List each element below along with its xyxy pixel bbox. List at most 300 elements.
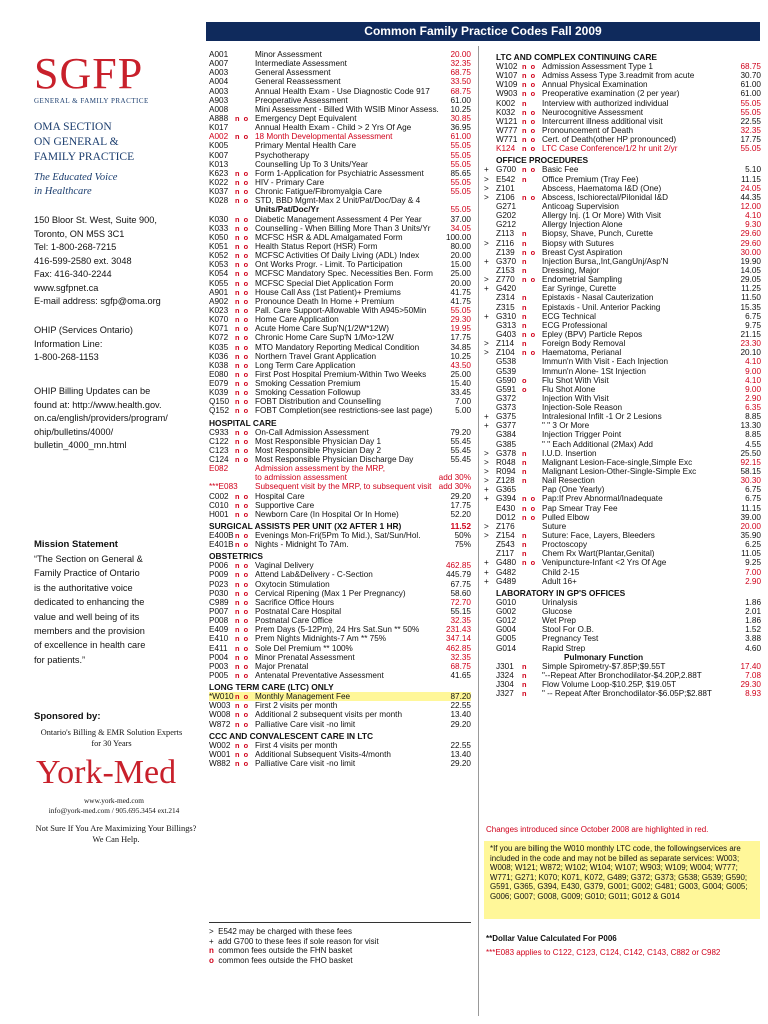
basket-flags: n o	[235, 758, 250, 768]
code-row	[484, 357, 761, 366]
code-row	[484, 458, 761, 467]
code-description: Supportive Care	[255, 500, 315, 510]
code-description: Nights - Midnight To 7Am.	[255, 540, 349, 550]
billing-note: *If you are billing the W010 monthly LTC code, the followingservices are included in the code and may not be billed as separate services: W003; W008; W121; W872; W102; W104; W107; W903; W109; W004; W777; W771; G271; K070; K071, K072, G489; G372; G373; G538; G539; G590; G591, G365, G394, E430, G379, G001; G002; G481; G003, G004; G005; G006; G007; G008, G009; G010; G011; G012 & G014	[490, 844, 748, 901]
code-row	[484, 348, 761, 357]
fee-code: K072	[209, 333, 229, 343]
legend-item	[209, 937, 471, 947]
fee-code: P030	[209, 588, 229, 598]
code-description: Adult 16+	[542, 576, 577, 586]
fee-code: P008	[209, 616, 229, 626]
fee-amount: 85.65	[450, 168, 471, 178]
section-header	[209, 680, 471, 692]
code-row	[209, 741, 471, 750]
code-prefix: >	[484, 531, 489, 541]
fee-code: G539	[496, 366, 517, 376]
fee-amount: 7.00	[745, 567, 761, 577]
basket-flags: n o	[522, 135, 537, 145]
section-fee: 11.52	[450, 521, 471, 532]
code-description: Additional Subsequent Visits-4/month	[255, 749, 391, 759]
fee-amount: 25.00	[450, 369, 471, 379]
basket-flags: n o	[235, 570, 250, 580]
code-description: Immun'n Alone- 1St Injection	[542, 366, 646, 376]
code-description: Ont Works Progr. - Limit. To Participation	[255, 260, 403, 270]
code-row	[484, 607, 761, 616]
code-description: Monthly Management Fee	[255, 692, 351, 702]
code-prefix: +	[484, 165, 489, 175]
fee-code: P003	[209, 661, 229, 671]
fee-amount: 1.86	[745, 616, 761, 626]
code-row	[209, 388, 471, 397]
fee-amount: 462.85	[445, 561, 471, 571]
basket-flags: n o	[235, 287, 250, 297]
basket-flags: n o	[235, 360, 250, 370]
code-description: Simple Spirometry-$7.85P;$9.55T	[542, 661, 666, 671]
code-row	[209, 750, 471, 759]
code-row	[209, 242, 471, 251]
fee-amount: 55.05	[450, 305, 471, 315]
fee-code: G370	[496, 256, 517, 266]
basket-flags: n o	[522, 247, 537, 257]
code-prefix: +	[484, 485, 489, 495]
code-description: Injection Trigger Point	[542, 430, 622, 440]
basket-flags: n o	[235, 251, 250, 261]
code-prefix: >	[484, 192, 489, 202]
code-prefix: >	[484, 467, 489, 477]
fee-amount: 32.35	[450, 652, 471, 662]
code-row	[484, 239, 761, 248]
basket-flags: n	[522, 293, 528, 303]
fee-amount: 55.05	[450, 150, 471, 160]
basket-flags: n o	[235, 406, 250, 416]
legend-symbol: >	[209, 927, 214, 936]
code-description: Pap:If Prev Abnormal/Inadequate	[542, 494, 663, 504]
fee-amount: 15.35	[740, 302, 761, 312]
fee-amount: 17.75	[450, 333, 471, 343]
fee-amount: 61.00	[740, 89, 761, 99]
logo-main: SGFP	[34, 49, 144, 98]
fee-code: K035	[209, 342, 229, 352]
fee-code: G271	[496, 201, 517, 211]
fee-code: G010	[496, 597, 517, 607]
code-row	[484, 184, 761, 193]
basket-flags: n o	[235, 214, 250, 224]
fee-code: W107	[496, 71, 518, 81]
code-row	[209, 87, 471, 96]
code-description: Admission Assessment Type 1	[542, 62, 653, 71]
code-prefix: >	[484, 521, 489, 531]
basket-flags: n o	[235, 232, 250, 242]
fee-amount: 36.95	[450, 123, 471, 133]
fee-amount: 2.90	[745, 393, 761, 403]
code-row	[209, 260, 471, 269]
code-prefix: +	[484, 311, 489, 321]
code-row	[209, 306, 471, 315]
code-description: Intermediate Assessment	[255, 59, 347, 69]
code-description: Dressing, Major	[542, 265, 600, 275]
code-row	[484, 293, 761, 302]
fee-amount: 6.35	[745, 403, 761, 413]
fee-amount: 32.35	[740, 125, 761, 135]
phone-line: 416-599-2580 ext. 3048	[34, 255, 132, 266]
basket-flags: n o	[235, 177, 250, 187]
fee-code: G373	[496, 403, 517, 413]
billing-link[interactable]: on.ca/english/providers/program/	[34, 413, 168, 423]
code-row	[209, 141, 471, 150]
email-link[interactable]: E-mail address: sgfp@oma.org	[34, 296, 161, 306]
basket-flags: n o	[235, 661, 250, 671]
section-title: CCC AND CONVALESCENT CARE IN LTC	[209, 730, 374, 741]
fee-code: A903	[209, 95, 229, 105]
section-header	[209, 729, 471, 741]
fee-amount: 55.05	[740, 107, 761, 117]
fee-code: K007	[209, 150, 229, 160]
fee-code: R048	[496, 457, 516, 467]
code-description: Cervical Ripening (Max 1 Per Pregnancy)	[255, 588, 406, 598]
fee-code: K036	[209, 351, 229, 361]
fee-code: ***E083	[209, 482, 238, 492]
fee-amount: 23.30	[740, 339, 761, 349]
basket-flags: n	[522, 448, 528, 458]
code-description: I.U.D. Insertion	[542, 448, 597, 458]
code-row	[484, 62, 761, 71]
code-description: Basic Fee	[542, 165, 579, 175]
website-link[interactable]: www.sgfpnet.ca	[34, 282, 99, 293]
code-description: Foreign Body Removal	[542, 339, 626, 349]
fee-amount: 32.35	[450, 616, 471, 626]
fee-code: W003	[209, 701, 231, 711]
basket-flags: n o	[522, 71, 537, 81]
code-row	[209, 151, 471, 160]
column-divider	[478, 46, 479, 1016]
billing-link[interactable]: found at: http://www.health.gov.	[34, 399, 162, 410]
fee-amount: 9.30	[745, 220, 761, 230]
basket-flags: n o	[522, 62, 537, 71]
code-description: MCFSC Activities Of Daily Living (ADL) Index	[255, 251, 420, 261]
basket-flags: n o	[522, 348, 537, 358]
fee-amount: 9.00	[745, 384, 761, 394]
code-description: to admission assessment	[255, 473, 347, 483]
code-row	[484, 513, 761, 522]
fee-amount: 4.10	[745, 357, 761, 367]
code-description: Sacrifice Office Hours	[255, 597, 335, 607]
code-row	[209, 644, 471, 653]
code-row	[484, 275, 761, 284]
legend-symbol: o	[209, 955, 214, 965]
code-description: Allergy Inj. (1 Or More) With Visit	[542, 211, 662, 221]
fee-code: G004	[496, 625, 517, 635]
code-description: Prem Days (5-12Pm), 24 Hrs Sat.Sun ** 50%	[255, 625, 420, 635]
code-description: Annual Physical Examination	[542, 80, 648, 90]
billing-link[interactable]: ohip/bulletins/4000/	[34, 426, 114, 437]
code-row	[484, 421, 761, 430]
fee-code: E400B	[209, 531, 234, 541]
basket-flags: n	[522, 549, 528, 559]
fee-amount: 4.10	[745, 211, 761, 221]
fee-code: Z154	[496, 531, 515, 541]
fee-amount: 12.00	[740, 201, 761, 211]
fee-code: C933	[209, 427, 229, 437]
legend	[209, 927, 471, 965]
fee-code: K054	[209, 269, 229, 279]
section-header	[484, 586, 761, 598]
fee-code: G385	[496, 439, 517, 449]
dollar-note: **Dollar Value Calculated For P006	[486, 934, 617, 943]
code-description: Major Prenatal	[255, 661, 309, 671]
code-description: Smoking Cessation Premium	[255, 379, 361, 389]
section-header	[209, 519, 471, 531]
fee-amount: 39.00	[740, 512, 761, 522]
code-row	[209, 406, 471, 415]
fee-amount: 29.60	[740, 238, 761, 248]
fee-code: Z104	[496, 348, 515, 358]
code-description: Epley (BPV) Particle Repos	[542, 329, 643, 339]
fee-code: C122	[209, 436, 229, 446]
basket-flags: n o	[235, 269, 250, 279]
code-row	[209, 169, 471, 178]
basket-flags: n o	[235, 455, 250, 465]
legend-text: add G700 to these fees if sole reason for visit	[218, 936, 379, 946]
mission-line: dedicated to enhancing the	[34, 597, 145, 608]
fee-code: G591	[496, 384, 517, 394]
fee-code: W777	[496, 125, 518, 135]
fee-code: G489	[496, 576, 517, 586]
basket-flags: n	[522, 339, 528, 349]
code-description: Wet Prep	[542, 616, 576, 626]
fee-amount: 22.55	[740, 116, 761, 126]
fee-code: K051	[209, 241, 229, 251]
basket-flags: n	[522, 238, 528, 248]
fee-code: G002	[496, 607, 517, 617]
code-description: Intercurrent illness additional visit	[542, 116, 663, 126]
code-description: Chronic Home Care Sup'N 1/Mo>12W	[255, 333, 394, 343]
fee-amount: 75%	[454, 540, 471, 550]
code-row	[209, 616, 471, 625]
code-description: Anticoag Supervision	[542, 201, 619, 211]
code-row	[484, 430, 761, 439]
code-description: Most Responsible Physician Day 1	[255, 436, 382, 446]
code-row	[484, 485, 761, 494]
basket-flags: n	[522, 467, 528, 477]
fee-code: G005	[496, 634, 517, 644]
code-row	[484, 403, 761, 412]
oma-line: OMA SECTION	[34, 121, 112, 133]
fee-amount: 55.45	[450, 445, 471, 455]
code-row	[209, 233, 471, 242]
fee-code: P006	[209, 561, 229, 571]
code-description: Health Status Report (HSR) Form	[255, 241, 378, 251]
yorkmed-contact[interactable]: info@york-med.com / 905.695.3454 ext.214	[48, 806, 180, 815]
basket-flags: n o	[235, 588, 250, 598]
billing-link[interactable]: bulletin_4000_mn.html	[34, 440, 127, 450]
code-description: Office Premium (Tray Fee)	[542, 174, 639, 184]
code-description: Endometrial Sampling	[542, 275, 623, 285]
code-description: Home Care Application	[255, 315, 339, 325]
fee-code: Z128	[496, 476, 515, 486]
code-prefix: >	[484, 275, 489, 285]
fee-amount: 20.00	[450, 278, 471, 288]
basket-flags: n o	[235, 369, 250, 379]
fee-amount: 58.15	[740, 467, 761, 477]
fee-amount: 20.00	[450, 251, 471, 261]
basket-flags: n o	[235, 260, 250, 270]
code-row	[484, 662, 761, 671]
fee-amount: 17.75	[740, 135, 761, 145]
fee-code: G372	[496, 393, 517, 403]
code-description: Annual Health Exam - Child > 2 Yrs Of Age	[255, 123, 412, 133]
code-row	[484, 540, 761, 549]
code-prefix: >	[484, 238, 489, 248]
fee-amount: 68.75	[450, 661, 471, 671]
fee-amount: 34.05	[450, 223, 471, 233]
code-row	[209, 501, 471, 510]
yorkmed-url[interactable]: www.york-med.com	[84, 796, 144, 805]
billing-line: OHIP Billing Updates can be	[34, 386, 151, 396]
basket-flags: n o	[235, 671, 250, 680]
code-row	[209, 224, 471, 233]
code-description: ECG Professional	[542, 320, 608, 330]
basket-flags: n o	[235, 740, 250, 750]
code-row	[209, 634, 471, 643]
code-row	[209, 50, 471, 59]
right-code-column	[484, 50, 761, 698]
section-header	[209, 549, 471, 561]
basket-flags: n o	[522, 165, 537, 175]
code-row	[209, 662, 471, 671]
code-description: Rapid Strep	[542, 643, 586, 653]
code-description: Abscess, Haematoma I&D (One)	[542, 183, 662, 193]
fee-amount: 13.30	[740, 421, 761, 431]
code-description: Chronic Fatigue/Fibromyalgia Care	[255, 187, 382, 197]
fee-amount: 4.60	[745, 643, 761, 653]
code-row	[484, 671, 761, 680]
fee-code: A004	[209, 77, 229, 87]
mission-line: is the authoritative voice	[34, 582, 133, 593]
code-prefix: +	[484, 284, 489, 294]
fee-amount: 30.00	[740, 247, 761, 257]
code-prefix: +	[484, 576, 489, 586]
fee-amount: 4.10	[745, 375, 761, 385]
fee-code: K030	[209, 214, 229, 224]
fee-amount: 72.70	[450, 597, 471, 607]
code-row	[209, 297, 471, 306]
oma-line: FAMILY PRACTICE	[34, 151, 135, 163]
basket-flags: n o	[235, 223, 250, 233]
code-description: STD, BBD Mgmt-Max 2 Unit/Pat/Doc/Day & 4	[255, 196, 421, 206]
fee-amount: 5.00	[455, 406, 471, 416]
basket-flags: n o	[235, 445, 250, 455]
legend-text: common fees outside the FHO basket	[218, 955, 353, 965]
fee-code: G482	[496, 567, 517, 577]
code-description: " -- Repeat After Bronchodilator-$6.05P;$2.88T	[542, 689, 712, 699]
code-row	[209, 653, 471, 662]
code-row	[209, 598, 471, 607]
fee-amount: 7.08	[745, 671, 761, 680]
fee-amount: 61.00	[450, 95, 471, 105]
fee-amount: 462.85	[445, 643, 471, 653]
code-description: Allergy Injection Alone	[542, 220, 623, 230]
code-row	[484, 108, 761, 117]
code-row	[209, 77, 471, 86]
fee-code: A002	[209, 132, 229, 142]
code-row	[209, 464, 471, 473]
fee-amount: 25.00	[450, 269, 471, 279]
code-row	[209, 570, 471, 579]
fee-amount: 100.00	[445, 232, 471, 242]
code-row	[209, 187, 471, 196]
code-row	[209, 589, 471, 598]
fee-amount: 35.90	[740, 531, 761, 541]
fee-code: C002	[209, 491, 229, 501]
basket-flags: n o	[235, 305, 250, 315]
fee-code: A001	[209, 50, 229, 59]
fee-code: Z176	[496, 521, 515, 531]
code-description: MCFSC HSR & ADL Amalgamated Form	[255, 232, 403, 242]
fee-code: G365	[496, 485, 517, 495]
ohip-line: Information Line:	[34, 338, 103, 349]
section-title: LONG TERM CARE (LTC) ONLY	[209, 682, 334, 693]
fee-amount: 20.10	[740, 348, 761, 358]
fee-code: J324	[496, 671, 514, 680]
code-row	[484, 117, 761, 126]
fee-code: K052	[209, 251, 229, 261]
fee-code: E080	[209, 369, 229, 379]
fee-amount: 33.45	[450, 388, 471, 398]
code-row	[209, 580, 471, 589]
code-description: Mini Assessment - Billed With WSIB Minor Assess.	[255, 104, 439, 114]
fee-amount: 29.30	[450, 315, 471, 325]
address-line: 150 Bloor St. West, Suite 900,	[34, 215, 157, 225]
fee-code: G375	[496, 412, 517, 422]
basket-flags: n o	[235, 436, 250, 446]
fee-code: G403	[496, 329, 517, 339]
code-row	[484, 634, 761, 643]
code-prefix: +	[484, 412, 489, 422]
code-row	[209, 279, 471, 288]
code-description: Malignant Lesion-Other-Single-Simple Exc	[542, 467, 697, 477]
code-row	[484, 644, 761, 653]
fee-code: K055	[209, 278, 229, 288]
fee-code: K032	[496, 107, 516, 117]
code-description: General Assessment	[255, 68, 331, 78]
code-row	[209, 251, 471, 260]
code-row	[209, 160, 471, 169]
fee-code: K037	[209, 187, 229, 197]
fee-amount: 10.25	[450, 104, 471, 114]
fee-amount: add 30%	[438, 482, 471, 492]
code-description: Form 1-Application for Psychiatric Assessment	[255, 168, 424, 178]
basket-flags: n o	[235, 388, 250, 398]
fee-code: A003	[209, 68, 229, 78]
code-row	[209, 455, 471, 464]
fee-code: C989	[209, 597, 229, 607]
section-header	[484, 153, 761, 165]
basket-flags: n o	[235, 500, 250, 510]
legend-symbol: +	[209, 936, 214, 946]
code-prefix: +	[484, 494, 489, 504]
code-description: Attend Lab&Delivery - C-Section	[255, 570, 373, 580]
code-description: Evenings Mon-Fri(5Pm To Mid.), Sat/Sun/Hol.	[255, 531, 421, 541]
fee-code: Z543	[496, 540, 515, 550]
basket-flags: n o	[235, 491, 250, 501]
ohip-phone: 1-800-268-1153	[34, 352, 99, 362]
code-description: Long Term Care Application	[255, 360, 356, 370]
basket-flags: n o	[522, 329, 537, 339]
basket-flags: n	[522, 531, 528, 541]
code-description: Intralesional Infilt -1 Or 2 Lesions	[542, 412, 662, 422]
code-description: MCFSC Mandatory Spec. Necessities Ben. Form	[255, 269, 433, 279]
fee-code: G202	[496, 211, 517, 221]
